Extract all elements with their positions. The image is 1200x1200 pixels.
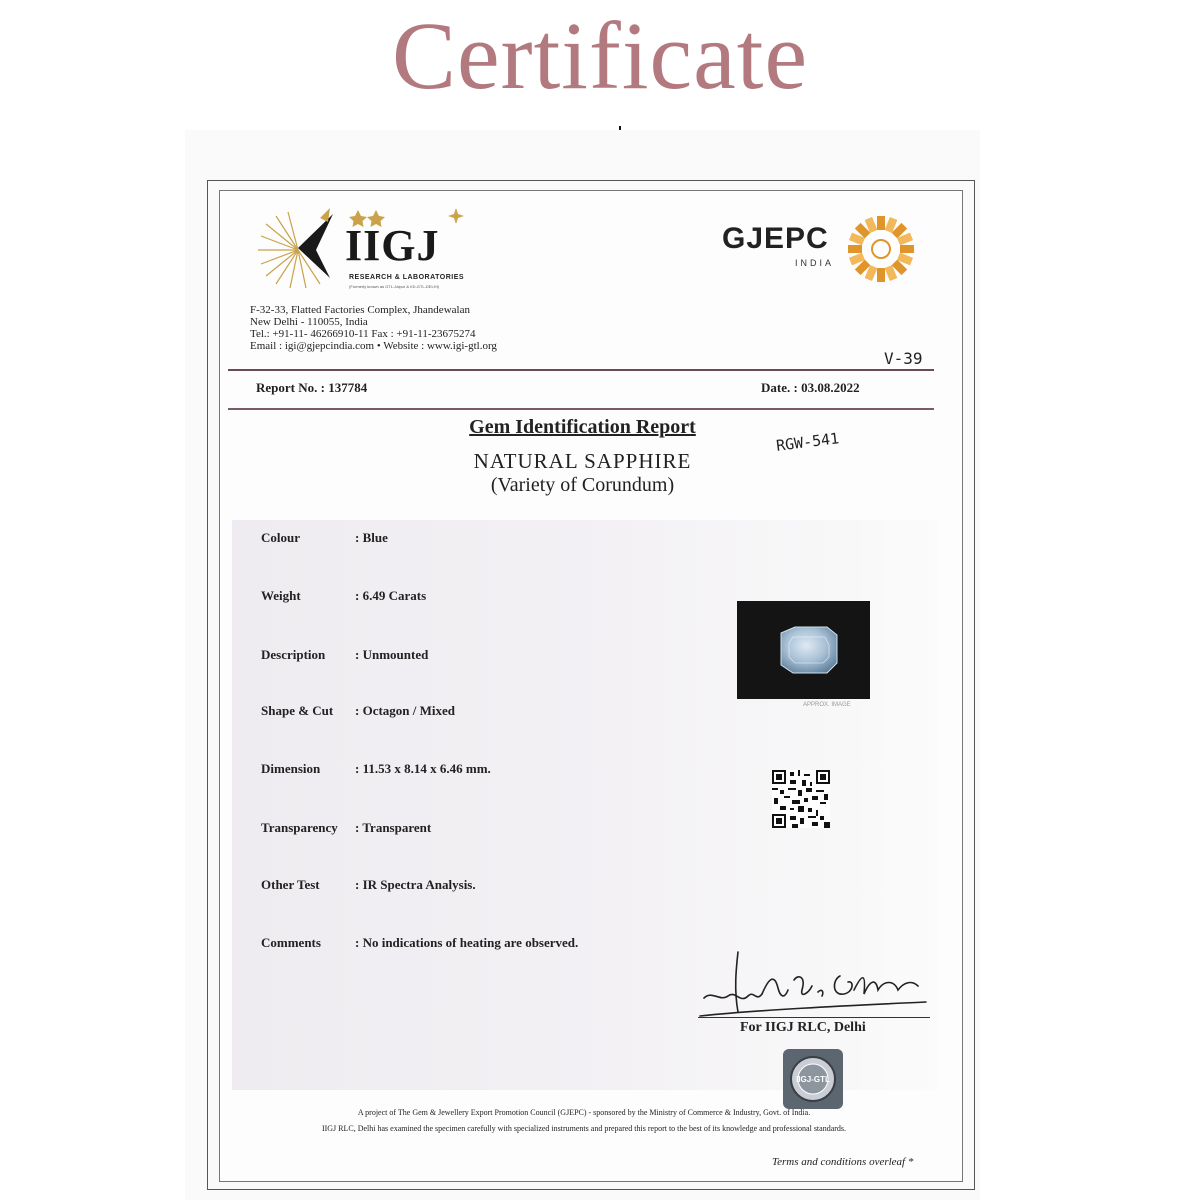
property-label: Colour bbox=[261, 530, 300, 545]
qr-code[interactable] bbox=[772, 770, 830, 828]
property-label: Shape & Cut bbox=[261, 703, 334, 718]
issuer-address bbox=[250, 304, 497, 352]
photo-caption: APPROX. IMAGE bbox=[803, 702, 851, 708]
property-label: Weight bbox=[261, 588, 301, 603]
property-value: : Transparent bbox=[355, 820, 432, 835]
sapphire-image bbox=[737, 601, 870, 699]
gemstone-photo bbox=[737, 601, 870, 699]
property-value: : Blue bbox=[355, 530, 388, 545]
gjepc-wordmark: GJEPC bbox=[722, 222, 829, 255]
seal-text: IIGJ-GTL bbox=[796, 1075, 830, 1084]
report-number: Report No. : 137784 bbox=[256, 380, 368, 395]
iigj-wordmark: IIGJ bbox=[345, 221, 440, 270]
iigj-subtitle: RESEARCH & LABORATORIES bbox=[349, 274, 465, 281]
signature-line bbox=[698, 1017, 930, 1018]
handwritten-stock-code: RGW-541 bbox=[775, 429, 841, 455]
property-value: : Octagon / Mixed bbox=[355, 703, 456, 718]
property-label: Dimension bbox=[261, 761, 321, 776]
address-line: F-32-33, Flatted Factories Complex, Jhandewalan bbox=[250, 304, 470, 316]
iigj-formerly-note: (Formerly known as GTL-Jaipur & IGI-GTL-DELHI) bbox=[349, 284, 440, 289]
handwritten-code: V-39 bbox=[884, 349, 923, 368]
gjepc-sun-icon bbox=[846, 214, 916, 284]
property-label: Comments bbox=[261, 935, 321, 950]
footer-examination-note: IIGJ RLC, Delhi has examined the specimen carefully with specialized instruments and prepared this report to the best of its knowledge and professional standards. bbox=[321, 1124, 847, 1133]
footer-project-note: A project of The Gem & Jewellery Export Promotion Council (GJEPC) - sponsored by the Ministry of Commerce & Industry, Govt. of India. bbox=[357, 1108, 811, 1117]
page-title: Certificate bbox=[391, 2, 809, 109]
meta-rule bbox=[228, 408, 934, 410]
address-line: New Delhi - 110055, India bbox=[250, 316, 368, 328]
property-label: Transparency bbox=[261, 820, 338, 835]
hologram-seal bbox=[782, 1048, 844, 1110]
property-value: : No indications of heating are observed. bbox=[355, 935, 579, 950]
report-heading: Gem Identification Report bbox=[469, 416, 696, 438]
property-value: : 11.53 x 8.14 x 6.46 mm. bbox=[355, 761, 491, 776]
signature-for-label: For IIGJ RLC, Delhi bbox=[740, 1020, 866, 1035]
property-label: Other Test bbox=[261, 877, 320, 892]
gem-variety: (Variety of Corundum) bbox=[490, 474, 675, 496]
property-value: : 6.49 Carats bbox=[355, 588, 427, 603]
authorized-signature bbox=[698, 950, 928, 1030]
address-line: Email : igi@gjepcindia.com • Website : www.igi-gtl.org bbox=[250, 340, 497, 352]
report-date: Date. : 03.08.2022 bbox=[761, 380, 860, 395]
gjepc-subtitle: INDIA bbox=[795, 258, 835, 268]
terms-note: Terms and conditions overleaf * bbox=[772, 1156, 914, 1168]
property-label: Description bbox=[261, 647, 326, 662]
address-line: Tel.: +91-11- 46266910-11 Fax : +91-11-23675274 bbox=[250, 328, 476, 340]
header-rule bbox=[228, 369, 934, 371]
property-value: : Unmounted bbox=[355, 647, 429, 662]
property-value: : IR Spectra Analysis. bbox=[355, 877, 476, 892]
gem-name: NATURAL SAPPHIRE bbox=[473, 449, 692, 473]
